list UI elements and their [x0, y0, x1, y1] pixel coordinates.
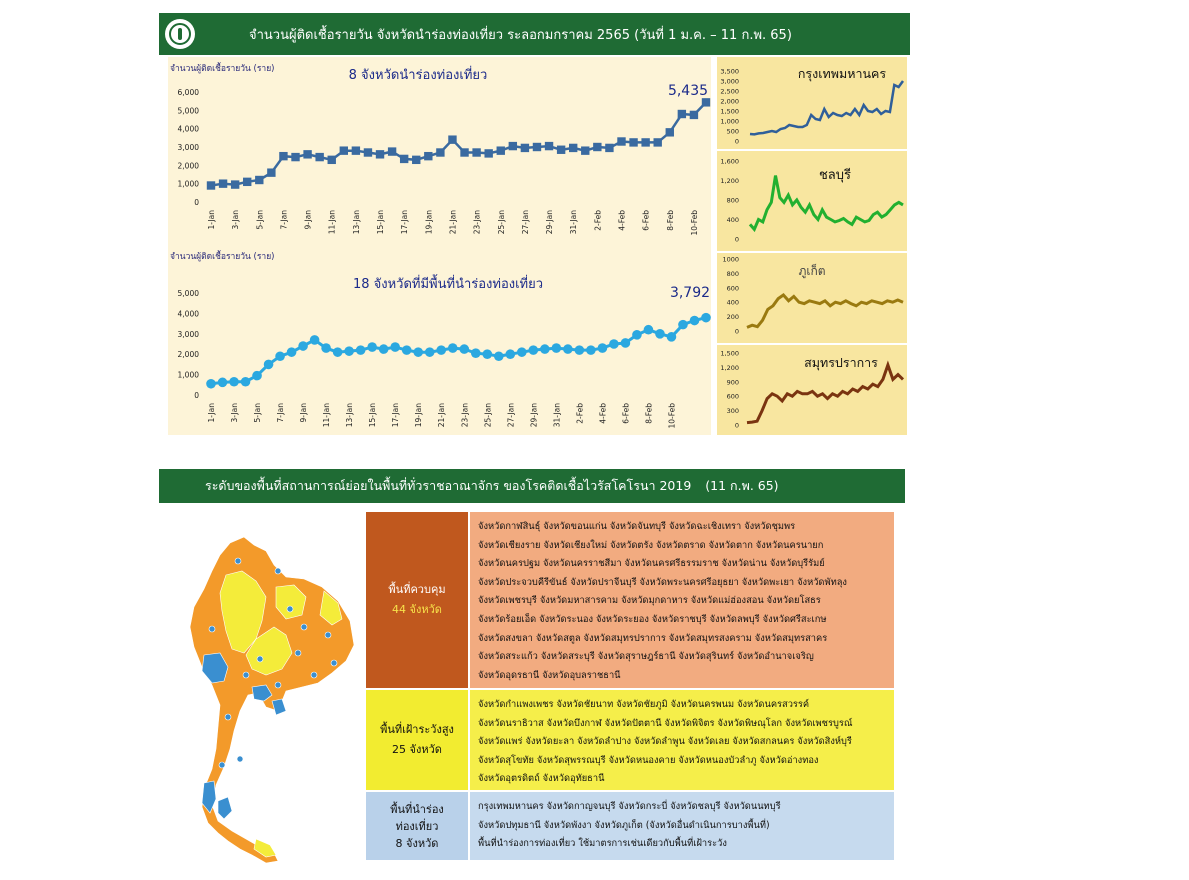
data-point: [666, 128, 674, 136]
y-tick-label: 4,000: [177, 309, 199, 319]
y-tick-label: 2,500: [720, 87, 739, 96]
data-point: [581, 146, 589, 154]
y-tick-label: 2,000: [177, 161, 199, 171]
y-tick-label: 4,000: [177, 124, 199, 134]
x-tick-label: 1-Jan: [207, 403, 216, 423]
data-point: [632, 330, 642, 340]
mini-phuket-svg: [717, 253, 907, 343]
data-point: [275, 351, 285, 361]
zone-list-pilot: [470, 792, 894, 860]
x-tick-label: 6-Feb: [621, 403, 631, 424]
data-point: [509, 142, 517, 150]
x-tick-label: 13-Jan: [351, 210, 361, 235]
data-point: [231, 180, 239, 188]
x-tick-label: 8-Feb: [644, 403, 654, 424]
data-point: [701, 313, 711, 323]
zone-list-line: จังหวัดสงขลา จังหวัดสตูล จังหวัดสมุทรปราการ จังหวัดสมุทรสงคราม จังหวัดสมุทรสาคร: [478, 632, 828, 644]
chart-18-provinces-svg: [168, 245, 713, 435]
x-tick-label: 25-Jan: [496, 210, 506, 235]
data-point: [367, 342, 377, 352]
data-point: [644, 325, 654, 335]
zone-list-line: จังหวัดร้อยเอ็ด จังหวัดระนอง จังหวัดระยอง จังหวัดราชบุรี จังหวัดลพบุรี จังหวัดศรีสะเกษ: [478, 613, 827, 625]
data-point: [321, 343, 331, 353]
zone-label-surveillance-title: พื้นที่เฝ้าระวังสูง: [380, 723, 454, 736]
y-tick-label: 1,200: [720, 177, 739, 185]
chart2-ylabel: จำนวนผู้ติดเชื้อรายวัน (ราย): [170, 252, 275, 262]
data-point: [545, 142, 553, 150]
data-point: [364, 148, 372, 156]
x-tick-label: 15-Jan: [376, 210, 386, 235]
data-point: [356, 345, 366, 355]
x-tick-label: 17-Jan: [391, 403, 401, 428]
mini-samutprakan-yticks: [720, 350, 739, 430]
mini-bangkok-svg: [717, 57, 907, 149]
mini-chart-chonburi: [716, 150, 908, 252]
data-point: [255, 176, 263, 184]
chart1-last-label: 5,435: [667, 83, 709, 99]
y-tick-label: 3,000: [177, 329, 199, 339]
x-tick-label: 19-Jan: [414, 403, 424, 428]
chart2-last-label: 3,792: [669, 285, 711, 301]
zone-label-surveillance: [366, 690, 468, 790]
x-tick-label: 9-Jan: [303, 210, 313, 230]
x-tick-label: 29-Jan: [529, 403, 539, 428]
zone-list-line: จังหวัดเชียงราย จังหวัดเชียงใหม่ จังหวัดตรัง จังหวัดตราด จังหวัดตาก จังหวัดนครนายก: [478, 539, 824, 551]
chart-8-provinces: [168, 57, 713, 251]
chart-8-provinces-svg: [168, 57, 713, 247]
data-point: [352, 146, 360, 154]
x-tick-label: 2-Feb: [575, 403, 585, 424]
data-point: [448, 135, 456, 143]
y-tick-label: 1,000: [177, 370, 199, 380]
data-point: [617, 137, 625, 145]
data-point: [605, 144, 613, 152]
y-tick-label: 1,000: [720, 117, 739, 126]
y-tick-label: 1,000: [177, 179, 199, 189]
y-tick-label: 200: [726, 313, 739, 322]
moph-logo: [165, 19, 195, 49]
data-point: [298, 341, 308, 351]
data-point: [690, 111, 698, 119]
y-tick-label: 0: [734, 235, 739, 244]
data-point: [552, 343, 562, 353]
y-tick-label: 0: [734, 137, 739, 146]
data-point: [654, 138, 662, 146]
y-tick-label: 1,600: [720, 157, 739, 166]
zone-row-control: [366, 512, 894, 688]
data-point: [471, 348, 481, 358]
zone-label-pilot-line1: พื้นที่นำร่อง: [390, 802, 444, 816]
x-tick-label: 27-Jan: [520, 210, 530, 235]
data-point: [702, 98, 710, 106]
y-tick-label: 500: [726, 127, 739, 136]
banner-title: จำนวนผู้ติดเชื้อรายวัน จังหวัดนำร่องท่องเที่ยว ระลอกมกราคม 2565 (วันที่ 1 ม.ค. – 11 ก.พ. 65): [249, 27, 792, 43]
thailand-map-svg: [182, 535, 362, 865]
mini-chonburi-svg: [717, 151, 907, 251]
data-point: [207, 181, 215, 189]
zone-list-line: จังหวัดอุดรธานี จังหวัดอุบลราชธานี: [478, 669, 621, 681]
data-point: [243, 178, 251, 186]
data-point: [569, 144, 577, 152]
mini-bangkok-line: [750, 81, 903, 134]
data-point: [333, 347, 343, 357]
mini-phuket-line: [747, 295, 903, 327]
data-point: [529, 345, 539, 355]
data-point: [400, 155, 408, 163]
data-point: [218, 378, 228, 388]
y-tick-label: 600: [726, 284, 739, 293]
mini-phuket-yticks: [722, 256, 739, 336]
data-point: [412, 156, 420, 164]
mini-samutprakan-line: [747, 365, 903, 423]
x-tick-label: 13-Jan: [345, 403, 355, 428]
data-point: [533, 143, 541, 151]
data-point: [655, 329, 665, 339]
data-point: [303, 150, 311, 158]
mini-chart-phuket: [716, 252, 908, 344]
data-point: [436, 148, 444, 156]
chart2-markers: [206, 313, 711, 389]
data-point: [494, 351, 504, 361]
data-point: [484, 149, 492, 157]
y-tick-label: 400: [726, 216, 739, 224]
data-point: [586, 345, 596, 355]
y-tick-label: 1,500: [720, 107, 739, 116]
data-point: [287, 347, 297, 357]
logo-emblem-icon: [169, 23, 191, 45]
zone-list-line: กรุงเทพมหานคร จังหวัดกาญจนบุรี จังหวัดกระบี่ จังหวัดชลบุรี จังหวัดนนทบุรี: [478, 801, 781, 812]
x-tick-label: 6-Feb: [641, 210, 651, 231]
data-point: [517, 347, 527, 357]
chart2-series-line: [211, 318, 706, 384]
zone-label-pilot-line2: ท่องเที่ยว: [395, 819, 439, 833]
mini-chonburi-title: ชลบุรี: [818, 168, 852, 183]
map-section-banner: [159, 469, 905, 503]
x-tick-label: 21-Jan: [437, 403, 447, 428]
chart1-ylabel: จำนวนผู้ติดเชื้อรายวัน (ราย): [170, 64, 275, 74]
y-tick-label: 2,000: [720, 97, 739, 106]
x-tick-label: 11-Jan: [322, 403, 332, 428]
data-point: [621, 338, 631, 348]
zone-list-line: จังหวัดปทุมธานี จังหวัดพังงา จังหวัดภูเก็ต (จังหวัดอื่นดำเนินการบางพื้นที่): [478, 819, 770, 831]
zone-label-surveillance-count: 25 จังหวัด: [392, 743, 442, 756]
zone-list-line: จังหวัดประจวบคีรีขันธ์ จังหวัดปราจีนบุรี จังหวัดพระนครศรีอยุธยา จังหวัดพะเยา จังหวัดพัทลุง: [478, 576, 847, 588]
data-point: [678, 110, 686, 118]
map-region-orange: [190, 537, 354, 863]
chart2-xticks: [207, 403, 676, 429]
y-tick-label: 300: [726, 407, 739, 416]
x-tick-label: 31-Jan: [552, 403, 562, 428]
chart2-yticks: [178, 289, 200, 400]
data-point: [448, 343, 458, 353]
data-point: [641, 138, 649, 146]
y-tick-label: 800: [726, 269, 739, 278]
mini-phuket-title: ภูเก็ต: [798, 264, 826, 278]
y-tick-label: 1,500: [720, 349, 739, 358]
x-tick-label: 23-Jan: [460, 403, 470, 428]
mini-bangkok-title: กรุงเทพมหานคร: [797, 66, 887, 81]
x-tick-label: 8-Feb: [665, 210, 675, 231]
mini-chonburi-yticks: [720, 158, 739, 244]
data-point: [667, 332, 677, 342]
y-tick-label: 3,000: [720, 77, 739, 86]
data-point: [593, 143, 601, 151]
data-point: [219, 179, 227, 187]
x-tick-label: 4-Feb: [617, 210, 627, 231]
chart1-markers: [207, 98, 710, 190]
mini-chart-bangkok: [716, 56, 908, 150]
data-point: [425, 347, 435, 357]
data-point: [563, 344, 573, 354]
x-tick-label: 15-Jan: [368, 403, 378, 428]
data-point: [267, 168, 275, 176]
y-tick-label: 0: [734, 327, 739, 336]
zone-list-control: [470, 512, 894, 688]
zone-row-surveillance: [366, 690, 894, 790]
zone-list-line: จังหวัดนราธิวาส จังหวัดบึงกาฬ จังหวัดปัตตานี จังหวัดพิจิตร จังหวัดพิษณุโลก จังหวัดเพชรบูรณ์: [478, 717, 853, 729]
x-tick-label: 21-Jan: [448, 210, 458, 235]
data-point: [497, 146, 505, 154]
mini-chonburi-line: [750, 176, 903, 230]
zone-label-pilot-line3: 8 จังหวัด: [395, 836, 439, 850]
zone-list-line: จังหวัดสุโขทัย จังหวัดสุพรรณบุรี จังหวัดหนองคาย จังหวัดหนองบัวลำภู จังหวัดอ่างทอง: [478, 754, 819, 766]
x-tick-label: 4-Feb: [598, 403, 608, 424]
zone-list-line: จังหวัดอุตรดิตถ์ จังหวัดอุทัยธานี: [478, 773, 605, 785]
y-tick-label: 5,000: [177, 106, 199, 116]
x-tick-label: 10-Feb: [689, 210, 699, 236]
chart2-title: 18 จังหวัดที่มีพื้นที่นำร่องท่องเที่ยว: [352, 277, 544, 292]
zone-list-line: จังหวัดแพร่ จังหวัดยะลา จังหวัดลำปาง จังหวัดลำพูน จังหวัดเลย จังหวัดสกลนคร จังหวัดสิงห์บุรี: [478, 736, 852, 748]
data-point: [315, 153, 323, 161]
y-tick-label: 900: [726, 378, 739, 387]
data-point: [376, 150, 384, 158]
x-tick-label: 19-Jan: [424, 210, 434, 235]
data-point: [678, 320, 688, 330]
data-point: [557, 146, 565, 154]
y-tick-label: 3,000: [177, 143, 199, 152]
x-tick-label: 7-Jan: [276, 403, 286, 423]
x-tick-label: 5-Jan: [255, 210, 265, 230]
data-point: [413, 347, 423, 357]
y-tick-label: 0: [194, 198, 199, 207]
zone-list-line: จังหวัดเพชรบุรี จังหวัดมหาสารคาม จังหวัดมุกดาหาร จังหวัดแม่ฮ่องสอน จังหวัดยโสธร: [478, 595, 821, 607]
data-point: [575, 345, 585, 355]
y-tick-label: 1,200: [720, 363, 739, 372]
data-point: [472, 148, 480, 156]
data-point: [460, 148, 468, 156]
mini-bangkok-yticks: [720, 68, 739, 146]
zone-list-line: จังหวัดกำแพงเพชร จังหวัดชัยนาท จังหวัดชัยภูมิ จังหวัดนครพนม จังหวัดนครสวรรค์: [478, 699, 810, 710]
x-tick-label: 27-Jan: [506, 403, 516, 428]
data-point: [279, 152, 287, 160]
data-point: [521, 144, 529, 152]
data-point: [609, 339, 619, 349]
chart1-yticks: [178, 88, 200, 207]
x-tick-label: 25-Jan: [483, 403, 493, 428]
zone-label-control-count: 44 จังหวัด: [392, 603, 442, 616]
map-section-date: (11 ก.พ. 65): [705, 478, 779, 493]
y-tick-label: 400: [726, 298, 739, 307]
data-point: [388, 147, 396, 155]
y-tick-label: 2,000: [177, 350, 199, 360]
x-tick-label: 23-Jan: [472, 210, 482, 235]
mini-samutprakan-svg: [717, 345, 907, 435]
x-tick-label: 29-Jan: [545, 210, 555, 235]
data-point: [264, 360, 274, 370]
map-region-blue-krabi: [218, 797, 232, 819]
map-region-blue-chonburi: [272, 699, 286, 715]
zone-list-line: จังหวัดกาฬสินธุ์ จังหวัดขอนแก่น จังหวัดจันทบุรี จังหวัดฉะเชิงเทรา จังหวัดชุมพร: [478, 521, 796, 532]
y-tick-label: 3,500: [720, 67, 739, 76]
zone-row-pilot: [366, 792, 894, 860]
data-point: [241, 377, 251, 387]
x-tick-label: 3-Jan: [230, 403, 240, 423]
data-point: [291, 153, 299, 161]
x-tick-label: 17-Jan: [400, 210, 410, 235]
mini-samutprakan-title: สมุทรปราการ: [804, 355, 878, 370]
zone-label-pilot: [366, 792, 468, 860]
y-tick-label: 5,000: [177, 289, 199, 298]
data-point: [340, 146, 348, 154]
data-point: [379, 344, 389, 354]
chart-18-provinces: [168, 245, 713, 439]
y-tick-label: 0: [194, 391, 199, 400]
data-point: [436, 345, 446, 355]
data-point: [482, 349, 492, 359]
zone-list-line: จังหวัดนครปฐม จังหวัดนครราชสีมา จังหวัดนครศรีธรรมราช จังหวัดน่าน จังหวัดบุรีรัมย์: [478, 558, 825, 570]
data-point: [690, 316, 700, 326]
x-tick-label: 31-Jan: [569, 210, 579, 235]
x-tick-label: 10-Feb: [667, 403, 677, 429]
data-point: [252, 371, 262, 381]
thailand-zone-map: [182, 535, 362, 869]
x-tick-label: 3-Jan: [231, 210, 241, 230]
map-section-title: ระดับของพื้นที่สถานการณ์ย่อยในพื้นที่ทั่วราชอาณาจักร ของโรคติดเชื้อไวรัสโคโรนา 2019: [205, 478, 692, 493]
y-tick-label: 0: [734, 421, 739, 430]
data-point: [402, 345, 412, 355]
x-tick-label: 9-Jan: [299, 403, 309, 423]
zone-label-control: [366, 512, 468, 688]
chart1-title: 8 จังหวัดนำร่องท่องเที่ยว: [348, 68, 488, 83]
x-tick-label: 1-Jan: [207, 210, 216, 230]
data-point: [206, 379, 216, 389]
y-tick-label: 800: [726, 196, 739, 205]
zone-label-control-title: พื้นที่ควบคุม: [388, 583, 446, 596]
zone-list-line: พื้นที่นำร่องการท่องเที่ยว ใช้มาตรการเช่นเดียวกับพื้นที่เฝ้าระวัง: [478, 838, 727, 850]
data-point: [424, 152, 432, 160]
data-point: [310, 335, 320, 345]
x-tick-label: 5-Jan: [253, 403, 263, 423]
data-point: [459, 344, 469, 354]
data-point: [344, 346, 354, 356]
top-banner: [159, 13, 910, 55]
x-tick-label: 2-Feb: [593, 210, 603, 231]
mini-chart-samutprakan: [716, 344, 908, 436]
zone-list-line: จังหวัดสระแก้ว จังหวัดสระบุรี จังหวัดสุราษฎร์ธานี จังหวัดสุรินทร์ จังหวัดอำนาจเจริญ: [478, 651, 814, 663]
chart1-xticks: [207, 210, 699, 236]
zone-list-surveillance: [470, 690, 894, 790]
data-point: [540, 344, 550, 354]
x-tick-label: 7-Jan: [279, 210, 289, 230]
data-point: [506, 349, 516, 359]
x-tick-label: 11-Jan: [327, 210, 337, 235]
y-tick-label: 600: [726, 392, 739, 401]
y-tick-label: 6,000: [177, 88, 199, 97]
data-point: [629, 138, 637, 146]
data-point: [390, 342, 400, 352]
zone-table: [366, 512, 894, 860]
y-tick-label: 1000: [722, 255, 739, 264]
data-point: [328, 156, 336, 164]
data-point: [229, 377, 239, 387]
data-point: [598, 343, 608, 353]
